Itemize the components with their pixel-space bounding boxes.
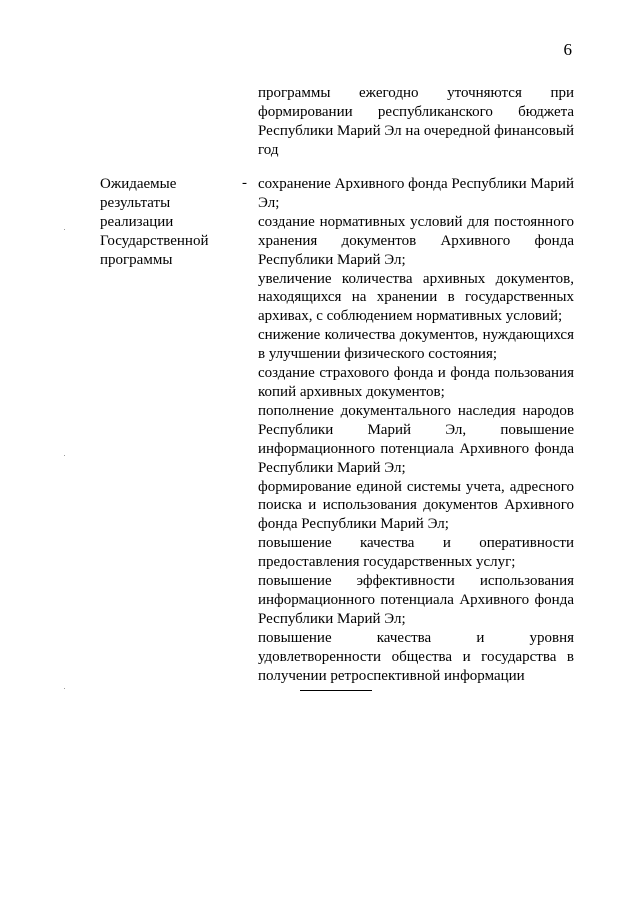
scan-speck — [64, 688, 65, 689]
intro-paragraph: программы ежегодно уточняются при формировании республиканского бюджета Республики Марий Эл на очередной финансовый год — [258, 85, 574, 158]
result-item: повышение качества и оперативности предоставления государственных услуг; — [258, 535, 574, 571]
result-item: сохранение Архивного фонда Республики Марий Эл; — [258, 176, 574, 211]
scan-speck — [64, 229, 65, 230]
result-item: создание нормативных условий для постоянного хранения документов Архивного фонда Республики Марий Эл; — [258, 213, 574, 268]
result-item: формирование единой системы учета, адресного поиска и использования документов Архивного фонда Республики Марий Эл; — [258, 478, 574, 533]
result-item: повышение качества и уровня удовлетворенности общества и государства в получении ретроспективной информации — [258, 629, 574, 684]
scan-speck — [64, 455, 65, 456]
result-item: пополнение документального наследия народов Республики Марий Эл, повышение информационного потенциала Архивного фонда Республики Марий Эл; — [258, 402, 574, 476]
section-label: Ожидаемые результаты реализации Государственной программы — [100, 176, 209, 268]
section-dash: - — [242, 175, 247, 191]
result-item: создание страхового фонда и фонда пользования копий архивных документов; — [258, 365, 574, 400]
results-list — [258, 175, 574, 685]
result-item: увеличение количества архивных документов, находящихся на хранении в государственных архивах, с соблюдением нормативных условий; — [258, 270, 574, 325]
result-item: повышение эффективности использования информационного потенциала Архивного фонда Республики Марий Эл; — [258, 573, 574, 627]
result-item: снижение количества документов, нуждающихся в улучшении физического состояния; — [258, 327, 574, 363]
page-number: 6 — [563, 40, 572, 59]
closing-rule — [300, 690, 372, 691]
